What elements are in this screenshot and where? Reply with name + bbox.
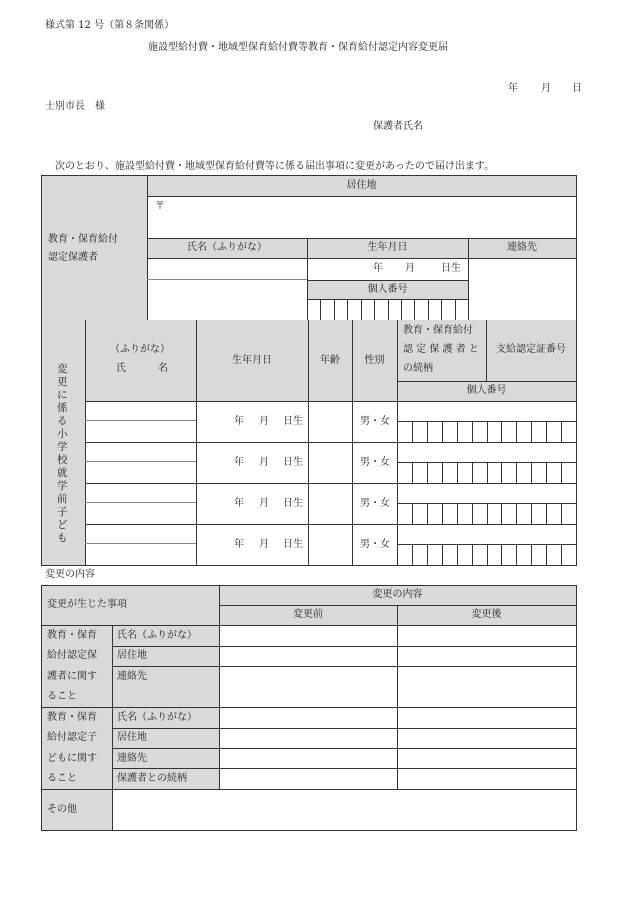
cert-number-label: 支給認定証番号: [496, 344, 566, 355]
personal-number-digit-divider: [414, 299, 415, 320]
content-label: 変更の内容: [372, 589, 423, 600]
child-furigana-divider: [85, 543, 196, 544]
furigana-label: （ふりがな）: [110, 344, 170, 355]
child-personal-number-digit-divider: [501, 462, 502, 483]
personal-number-digit-divider: [320, 299, 321, 320]
personal-number-digit-divider: [401, 299, 402, 320]
guardian-item-address: 居住地: [117, 650, 147, 661]
child-item-contact: 連絡先: [117, 753, 147, 764]
guardian-group-1: 教育・保育: [47, 630, 97, 641]
child-personal-number-digit-divider: [561, 544, 562, 565]
child-personal-number-digit-divider: [427, 544, 428, 565]
child-row-4-birth-day: 日生: [283, 539, 303, 550]
child-row-4-birth-month: 月: [259, 539, 269, 550]
addressee: 士別市長 様: [45, 101, 105, 112]
child-row-1-birth-month: 月: [259, 416, 269, 427]
child-personal-number-digit-divider: [516, 503, 517, 524]
child-personal-number-digit-divider: [472, 503, 473, 524]
child-personal-number-digit-divider: [516, 544, 517, 565]
birth-day: 日生: [441, 263, 461, 274]
child-personal-number-digit-divider: [412, 421, 413, 442]
child-personal-number-digit-divider: [487, 462, 488, 483]
child-row-2-sex: 男・女: [360, 457, 390, 468]
child-personal-number-digit-divider: [516, 421, 517, 442]
child-group-2: 給付認定子: [47, 732, 97, 743]
child-personal-number-digit-divider: [546, 421, 547, 442]
before-label: 変更前: [293, 609, 323, 620]
child-row-3-birth-month: 月: [259, 498, 269, 509]
child-row-1-birth-year: 年: [234, 416, 244, 427]
child-personal-number-digit-divider: [427, 503, 428, 524]
personal-number-digit-divider: [347, 299, 348, 320]
guardian-group-3: 護者に関す: [47, 671, 97, 682]
guardian-row-header-bg: [41, 175, 147, 320]
child-personal-number-digit-divider: [561, 503, 562, 524]
birth-label: 生年月日: [367, 242, 408, 253]
other-label: その他: [47, 804, 77, 815]
date-month: 月: [541, 83, 551, 94]
child-personal-number-digit-divider: [501, 544, 502, 565]
child-personal-number-digit-divider: [457, 503, 458, 524]
child-personal-number-digit-divider: [546, 503, 547, 524]
child-personal-number-digit-divider: [561, 462, 562, 483]
child-group-3: どもに関す: [47, 753, 97, 764]
form-number: 様式第 12 号（第８条関係）: [45, 20, 175, 31]
child-personal-number-digit-divider: [427, 421, 428, 442]
child-personal-number-digit-divider: [442, 462, 443, 483]
child-personal-number-digit-divider: [472, 462, 473, 483]
child-personal-number-digit-divider: [546, 544, 547, 565]
child-personal-number-label: 個人番号: [466, 385, 507, 396]
child-birth-label: 生年月日: [232, 355, 272, 366]
child-row-2-birth-year: 年: [234, 457, 244, 468]
child-row-3-birth-year: 年: [234, 498, 244, 509]
personal-number-digit-divider: [361, 299, 362, 320]
child-row-2-birth-month: 月: [259, 457, 269, 468]
personal-number-digit-divider: [388, 299, 389, 320]
name-label-2: 名: [158, 363, 168, 374]
child-personal-number-digit-divider: [457, 421, 458, 442]
form-title: 施設型給付費・地域型保育給付費等教育・保育給付認定内容変更届: [148, 42, 448, 53]
child-personal-number-digit-divider: [457, 462, 458, 483]
child-personal-number-digit-divider: [561, 421, 562, 442]
child-item-relation: 保護者との続柄: [117, 773, 187, 784]
child-personal-number-digit-divider: [442, 503, 443, 524]
child-personal-number-digit-divider: [531, 544, 532, 565]
personal-number-digit-divider: [428, 299, 429, 320]
guardian-item-name: 氏名（ふりがな）: [117, 630, 197, 641]
child-personal-number-digit-divider: [487, 421, 488, 442]
child-personal-number-digit-divider: [472, 544, 473, 565]
child-personal-number-digit-divider: [487, 544, 488, 565]
guardian-row-header-2: 認定保護者: [48, 252, 98, 263]
child-personal-number-digit-divider: [442, 421, 443, 442]
child-personal-number-digit-divider: [457, 544, 458, 565]
birth-year: 年: [373, 263, 383, 274]
child-personal-number-digit-divider: [531, 503, 532, 524]
guardian-group-2: 給付認定保: [47, 650, 97, 661]
contact-label: 連絡先: [507, 242, 537, 253]
child-row-1-sex: 男・女: [360, 416, 390, 427]
intro-text: 次のとおり、施設型給付費・地域型保育給付費等に係る届出事項に変更があったので届け出ます。: [55, 161, 495, 172]
child-row-4-sex: 男・女: [360, 539, 390, 550]
change-section-title: 変更の内容: [45, 569, 95, 580]
guardian-name-label: 保護者氏名: [373, 121, 423, 132]
child-personal-number-digit-divider: [427, 462, 428, 483]
child-row-2-birth-day: 日生: [283, 457, 303, 468]
child-group-1: 教育・保育: [47, 712, 97, 723]
name-label: 氏名（ふりがな）: [187, 242, 267, 253]
child-row-3-birth-day: 日生: [283, 498, 303, 509]
child-item-address: 居住地: [117, 732, 147, 743]
child-personal-number-digit-divider: [531, 462, 532, 483]
date-year: 年: [508, 83, 518, 94]
relation-label-3: の続柄: [403, 363, 433, 374]
child-personal-number-digit-divider: [516, 462, 517, 483]
child-personal-number-digit-divider: [487, 503, 488, 524]
postal-mark: 〒: [155, 201, 165, 212]
personal-number-digit-divider: [374, 299, 375, 320]
address-label: 居住地: [346, 180, 377, 191]
child-personal-number-digit-divider: [531, 421, 532, 442]
personal-number-digit-divider: [455, 299, 456, 320]
child-personal-number-digit-divider: [472, 421, 473, 442]
children-row-header: 変更に係る小学校就学前子ども: [57, 363, 68, 544]
child-personal-number-digit-divider: [501, 421, 502, 442]
guardian-row-header-1: 教育・保育給付: [48, 234, 118, 245]
age-label: 年齢: [320, 355, 340, 366]
child-personal-number-digit-divider: [501, 503, 502, 524]
child-personal-number-digit-divider: [442, 544, 443, 565]
after-label: 変更後: [471, 609, 502, 620]
sex-label: 性別: [364, 355, 385, 366]
guardian-group-4: ること: [47, 691, 77, 702]
child-row-4-birth-year: 年: [234, 539, 244, 550]
child-furigana-divider: [85, 420, 196, 421]
child-row-3-sex: 男・女: [360, 498, 390, 509]
child-row-1-birth-day: 日生: [283, 416, 303, 427]
relation-label-2: 認 定 保 護 者 と: [403, 344, 479, 355]
child-furigana-divider: [85, 502, 196, 503]
child-furigana-divider: [85, 461, 196, 462]
cause-label: 変更が生じた事項: [47, 599, 127, 610]
guardian-item-contact: 連絡先: [117, 671, 147, 682]
child-group-4: ること: [47, 773, 77, 784]
personal-number-label: 個人番号: [367, 284, 408, 295]
birth-month: 月: [405, 263, 415, 274]
date-day: 日: [572, 83, 582, 94]
name-label-1: 氏: [116, 363, 126, 374]
personal-number-digit-divider: [441, 299, 442, 320]
child-personal-number-digit-divider: [412, 544, 413, 565]
child-personal-number-digit-divider: [546, 462, 547, 483]
child-personal-number-digit-divider: [412, 503, 413, 524]
relation-label-1: 教育・保育給付: [403, 325, 473, 336]
child-personal-number-digit-divider: [412, 462, 413, 483]
child-item-name: 氏名（ふりがな）: [117, 712, 197, 723]
personal-number-digit-divider: [334, 299, 335, 320]
